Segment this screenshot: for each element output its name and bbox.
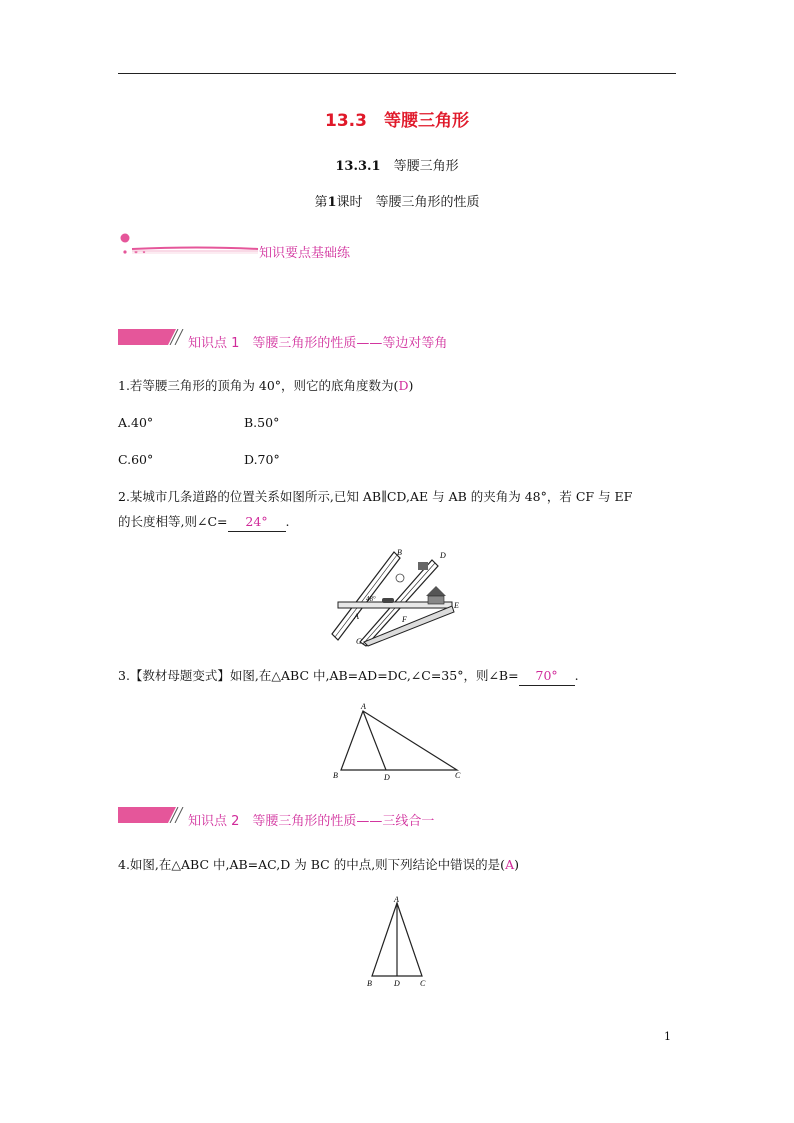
q3-answer: 70° <box>519 667 575 686</box>
page-title: 13.3 等腰三角形 <box>325 111 469 131</box>
section-subtitle <box>0 155 794 174</box>
q2-angle-label: 48° <box>366 595 376 603</box>
q1-stem <box>118 377 413 395</box>
kp1-label: 知识点 1 等腰三角形的性质——等边对等角 <box>188 336 448 351</box>
q3-label-c: C <box>455 771 461 780</box>
q3-stem <box>118 667 579 686</box>
q4-stem-text: 4.如图,在△ABC 中,AB=AC,D 为 BC 的中点,则下列结论中错误的是( <box>118 857 506 872</box>
q3-close: . <box>574 668 579 683</box>
q2-road-figure <box>330 548 465 648</box>
q2-line2 <box>118 513 289 532</box>
q2-label-d: D <box>440 551 446 560</box>
q2-line2-pre: 的长度相等,则∠C= <box>118 514 228 529</box>
kp1-bar-icon <box>118 329 186 345</box>
header-rule <box>118 73 676 74</box>
q1-option-b: B.50° <box>244 415 280 430</box>
q3-triangle-figure <box>330 700 466 782</box>
q2-line1: 2.某城市几条道路的位置关系如图所示,已知 AB∥CD,AE 与 AB 的夹角为 48°，若 CF 与 EF <box>118 489 633 504</box>
q3-label-a: A <box>361 702 366 711</box>
q4-label-c: C <box>420 979 426 988</box>
q3-label-d: D <box>384 773 390 782</box>
q2-label-a: A <box>354 612 359 621</box>
lesson-text: 课时 等腰三角形的性质 <box>336 195 480 210</box>
q1-option-d: D.70° <box>244 452 280 467</box>
lesson-prefix: 第 <box>314 195 328 210</box>
q4-close: ) <box>514 857 519 872</box>
kp2-label: 知识点 2 等腰三角形的性质——三线合一 <box>188 814 435 829</box>
q4-triangle-figure <box>360 893 434 989</box>
subtitle-number: 13.3.1 <box>335 159 381 174</box>
q2-line2-post: . <box>285 514 290 529</box>
lesson-number: 1 <box>327 195 337 210</box>
q3-label-b: B <box>333 771 338 780</box>
kp2-bar-icon <box>118 807 186 823</box>
q1-option-a: A.40° <box>118 415 154 430</box>
q1-stem-text: 1.若等腰三角形的顶角为 40°，则它的底角度数为( <box>118 378 399 393</box>
q4-answer: A <box>505 857 515 872</box>
q4-label-b: B <box>367 979 372 988</box>
q1-close: ) <box>408 378 414 393</box>
page-number: 1 <box>664 1030 671 1043</box>
section-heading: 知识要点基础练 <box>259 246 351 261</box>
q2-label-c: C <box>356 637 362 646</box>
q4-label-a: A <box>394 895 399 904</box>
q2-label-f: F <box>402 615 407 624</box>
q3-stem-text: 3.【教材母题变式】如图,在△ABC 中,AB=AD=DC,∠C=35°，则∠B= <box>118 668 519 683</box>
q4-label-d: D <box>394 979 400 988</box>
q2-answer: 24° <box>228 513 286 532</box>
subtitle-text: 等腰三角形 <box>393 159 459 174</box>
q4-stem <box>118 856 519 874</box>
lesson-title <box>0 191 794 210</box>
q2-label-b: B <box>397 548 402 557</box>
q1-answer: D <box>398 378 409 393</box>
q1-option-c: C.60° <box>118 452 154 467</box>
q2-label-e: E <box>454 601 459 610</box>
